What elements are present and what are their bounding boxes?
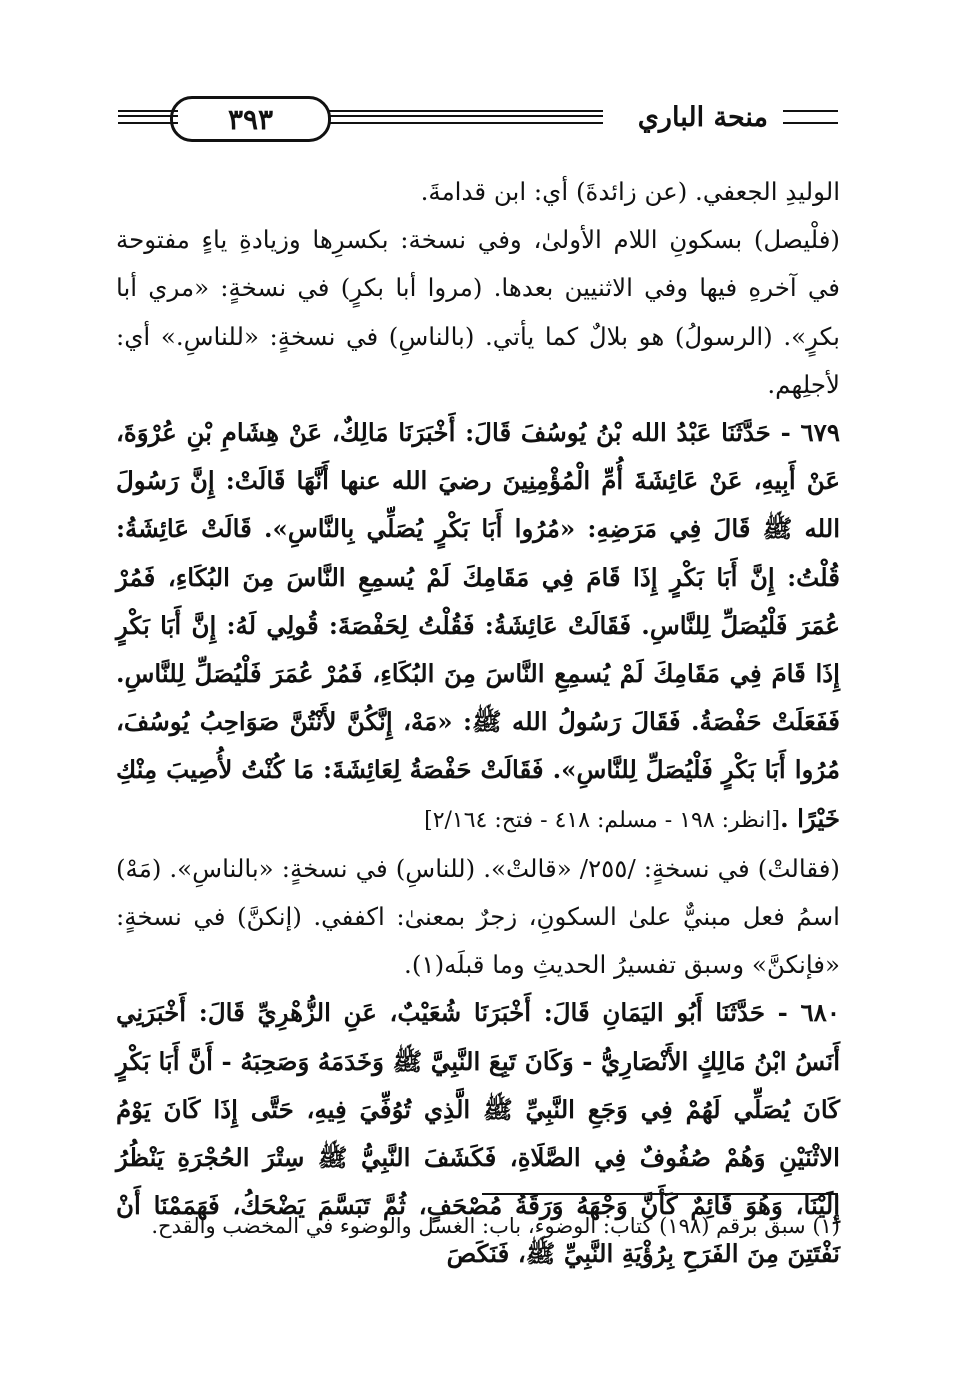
hadith-679-reference: [انظر: ١٩٨ - مسلم: ٤١٨ - فتح: ٢/١٦٤] [424,807,781,833]
paragraph-commentary-1: (فلْيصل) بسكونِ اللام الأولىٰ، وفي نسخة: بكسرِها وزيادةِ ياءٍ مفتوحة في آخرهِ فيها وفي الاثنيين بعدها. (مروا أبا بكرٍ) في نسخةٍ: «مري أبا بكرٍ». (الرسولُ) هو بلالٌ كما يأتي. (بالناسِ) في نسخةٍ: «للناسِ.» أي: لأجلِهم. [116,225,840,399]
hadith-679 [116,409,840,845]
page-header [118,96,838,142]
paragraph-commentary-2: (فقالتْ) في نسخةٍ: /٢٥٥/ «قالتْ». (للناسِ) في نسخةٍ: «بالناسِ». (مَهْ) اسمُ فعل مبنيٌّ علىٰ السكونِ، زجرٌ بمعنىٰ: اكففي. (إنكنَّ) في نسخةٍ: «فإنكنَّ» وسبق تفسيرُ الحديثِ وما قبلَه(١). [116,853,840,980]
hadith-680: ٦٨٠ - حَدَّثَنَا أَبُو اليَمَانِ قَالَ: أَخْبَرَنَا شُعَيْبٌ، عَنِ الزُّهْرِيِّ قَالَ: أَخْبَرَنِي أَنَسُ ابْنُ مَالِكٍ الأَنْصَارِيُّ - وَكَانَ تَبِعَ النَّبِيَّ ﷺ وَخَدَمَهُ وَصَحِبَهُ - أَنَّ أَبَا بَكْرٍ كَانَ يُصَلِّي لَهُمْ فِي وَجَعِ النَّبِيِّ ﷺ الَّذِي تُوُفِّيَ فِيهِ، حَتَّى إِذَا كَانَ يَوْمُ الاثْنَيْنِ وَهُمْ صُفُوفٌ فِي الصَّلَاةِ، فَكَشَفَ النَّبِيُّ ﷺ سِتْرَ الحُجْرَةِ يَنْظُرُ إِلَيْنَا، وَهُوَ قَائِمٌ كَأَنَّ وَجْهَهُ وَرَقَةُ مُصْحَفٍ، ثُمَّ تَبَسَّمَ يَضْحَكُ، فَهَمَمْنَا أَنْ نَفْتَتِنَ مِنَ الفَرَحِ بِرُؤْيَةِ النَّبِيِّ ﷺ، فَنَكَصَ [116,998,840,1269]
header-rule-right [783,110,838,124]
book-title: منحة الباري [637,102,768,133]
main-text [116,168,840,1279]
footnote: (١) سبق برقم (١٩٨) كتاب: الوضوء، باب: الغسل والوضوء في المخضب والقدح. [151,1214,840,1238]
hadith-679-text: ٦٧٩ - حَدَّثَنَا عَبْدُ الله بْنُ يُوسُفَ قَالَ: أَخْبَرَنَا مَالِكٌ، عَنْ هِشَامِ بْنِ عُرْوَةَ، عَنْ أَبِيهِ، عَنْ عَائِشَةَ أُمِّ الْمُؤْمِنِينَ رضيَ الله عنها أَنَّهَا قَالَتْ: إِنَّ رَسُولَ الله ﷺ قَالَ فِي مَرَضِهِ: «مُرُوا أَبَا بَكْرٍ يُصَلِّي بِالنَّاسِ». قَالَتْ عَائِشَةُ: قُلْتُ: إِنَّ أَبَا بَكْرٍ إِذَا قَامَ فِي مَقَامِكَ لَمْ يُسمِعِ النَّاسَ مِنَ البُكَاءِ، فَمُرْ عُمَرَ فَلْيُصَلِّ لِلنَّاسِ. فَقَالَتْ عَائِشَةُ: فَقُلْتُ لِحَفْصَةَ: قُولِي لَهُ: إِنَّ أَبَا بَكْرٍ إِذَا قَامَ فِي مَقَامِكَ لَمْ يُسمِعِ النَّاسَ مِنَ البُكَاءِ، فَمُرْ عُمَرَ فَلْيُصَلِّ لِلنَّاسِ. فَفَعَلَتْ حَفْصَةُ. فَقَالَ رَسُولُ الله ﷺ: «مَهْ، إِنَّكُنَّ لأَنْتُنَّ صَوَاحِبُ يُوسُفَ، مُرُوا أَبَا بَكْرٍ فَلْيُصَلِّ لِلنَّاسِ». فَقَالَتْ حَفْصَةُ لِعَائِشَةَ: مَا كُنْتُ لأُصِيبَ مِنْكِ خَيْرًا . [116,418,840,833]
footnote-divider [482,1193,838,1195]
page-number: ٣٩٣ [170,96,331,142]
header-rule-middle [328,110,603,124]
header-rule-left [118,110,178,124]
paragraph-continuation: الوليدِ الجعفي. (عن زائدةَ) أي: ابن قدامةَ. [420,177,840,206]
